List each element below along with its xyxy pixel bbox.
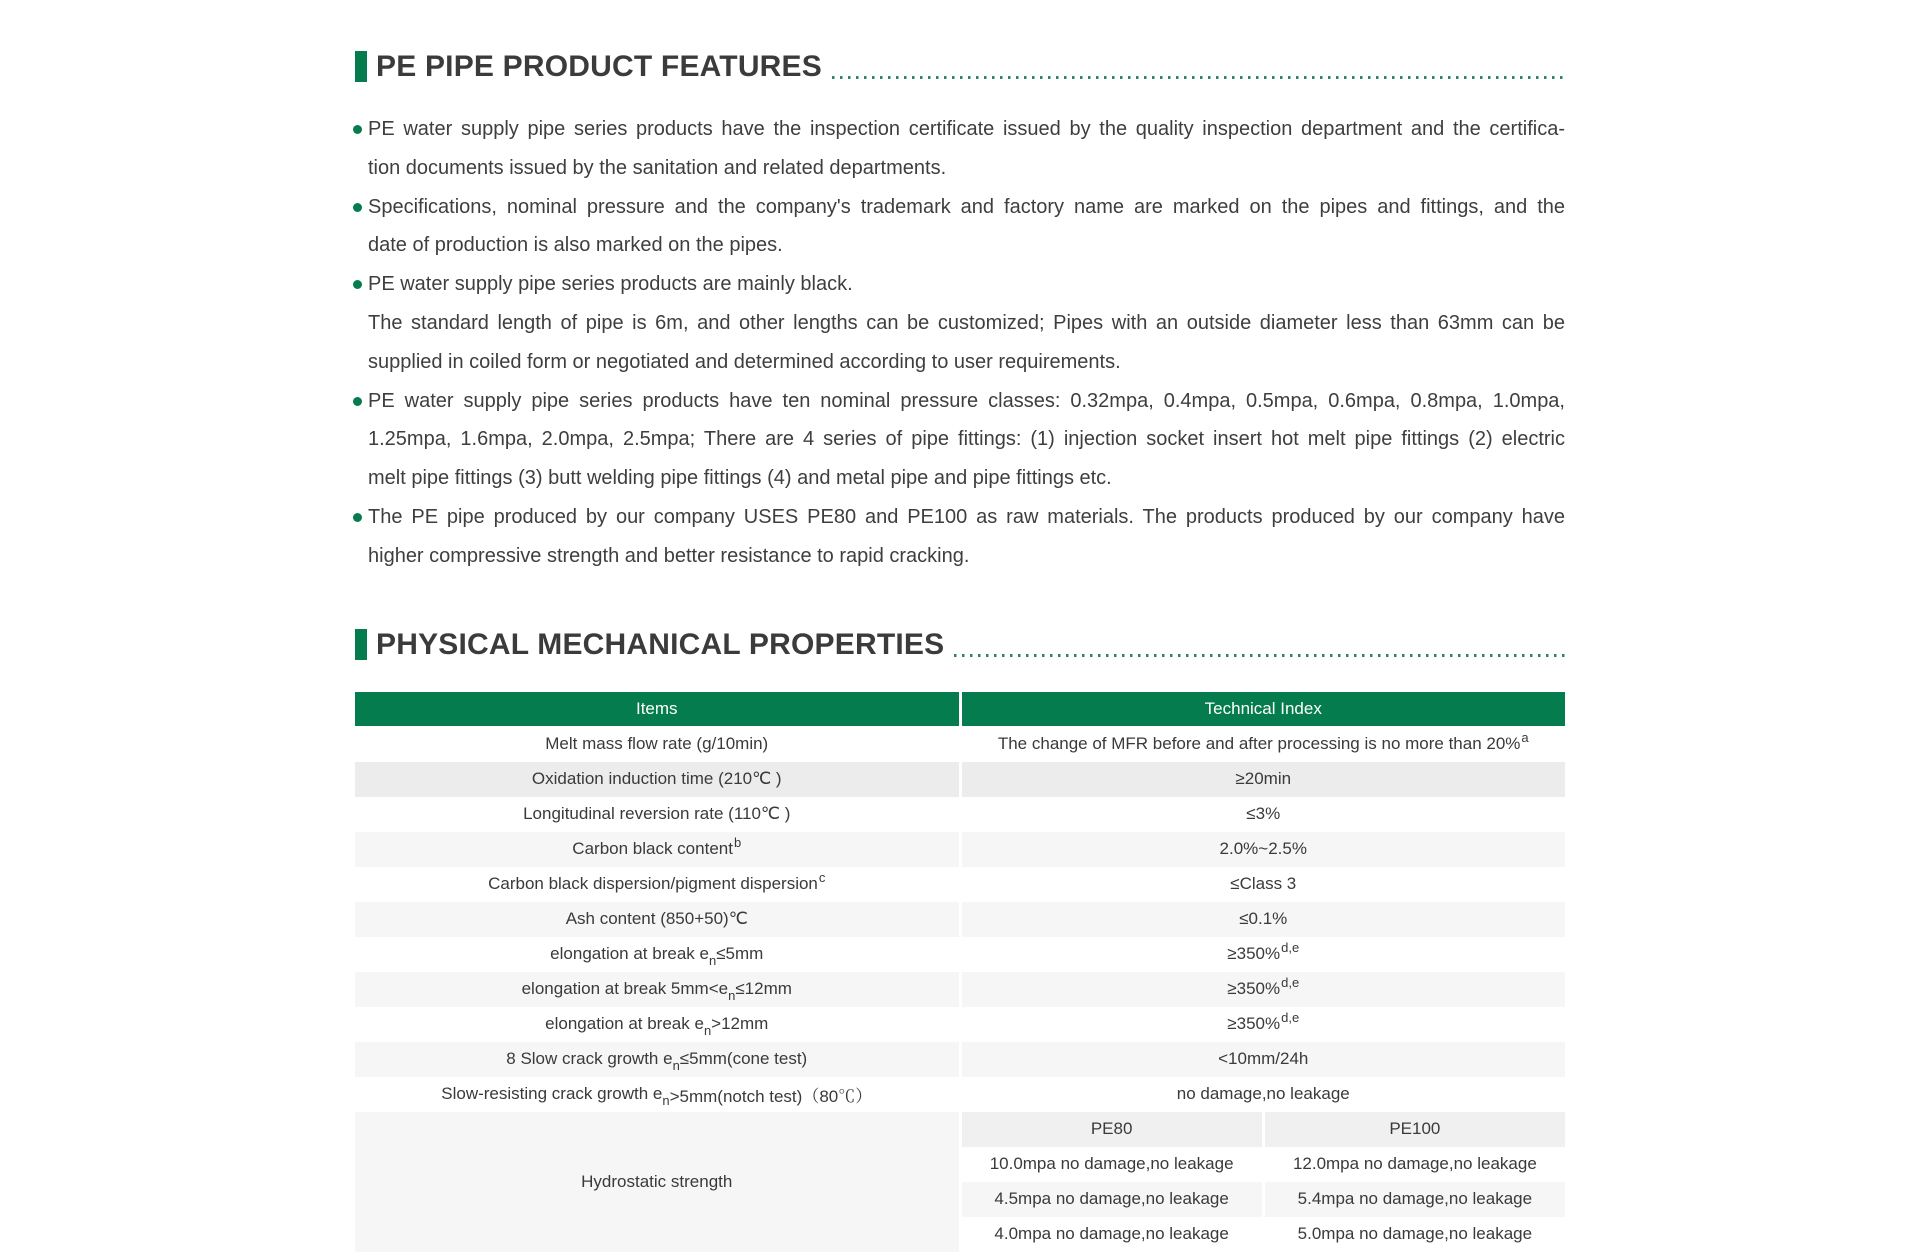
feature-text-line: PE water supply pipe series products are mainly black.	[355, 265, 1565, 304]
item-cell: Carbon black content b	[355, 832, 959, 867]
subscript: n	[728, 987, 736, 1003]
feature-text-line: melt pipe fittings (3) butt welding pipe fittings (4) and metal pipe and pipe fittings etc.	[368, 467, 1112, 490]
properties-section-header	[355, 626, 1565, 664]
subscript: n	[708, 952, 717, 968]
value-cell: ≤Class 3	[962, 867, 1566, 902]
table-row	[355, 1007, 1565, 1042]
dotted-rule	[832, 76, 1565, 79]
item-cell: Ash content (850+50)℃	[355, 902, 959, 937]
item-cell: elongation at break 5mm<e n ≤12mm	[355, 972, 959, 1007]
value-cell: ≤3%	[962, 797, 1566, 832]
bullet-icon	[353, 513, 362, 522]
pe80-column-header: PE80	[962, 1112, 1262, 1147]
hydrostatic-data-row	[962, 1182, 1566, 1217]
feature-text-line: PE water supply pipe series products have ten nominal pressure classes: 0.32mpa, 0.4mpa, 0.5mpa, 0.6mpa, 0.8mpa, 1.0mpa,	[355, 382, 1565, 421]
table-row	[355, 797, 1565, 832]
value-cell: ≥20min	[962, 762, 1566, 797]
superscript-note: c	[818, 869, 826, 885]
superscript-note: a	[1521, 729, 1529, 745]
value-cell: ≥350% d,e	[962, 937, 1566, 972]
value-cell: <10mm/24h	[962, 1042, 1566, 1077]
item-cell: Melt mass flow rate (g/10min)	[355, 727, 959, 762]
table-row	[355, 727, 1565, 762]
table-body	[355, 727, 1565, 1112]
table-header-row	[355, 692, 1565, 726]
pe80-value-cell: 4.0mpa no damage,no leakage	[962, 1217, 1262, 1252]
superscript-note: d,e	[1281, 939, 1300, 955]
item-cell: 8 Slow crack growth e n ≤5mm(cone test)	[355, 1042, 959, 1077]
hydrostatic-subheader-row	[962, 1112, 1566, 1147]
subscript: n	[662, 1092, 670, 1108]
superscript-note: b	[733, 834, 742, 850]
bullet-icon	[353, 397, 362, 406]
value-cell: ≥350% d,e	[962, 1007, 1566, 1042]
table-row	[355, 1042, 1565, 1077]
feature-text-line: Specifications, nominal pressure and the company's trademark and factory name are marked on the pipes and fittings, and the	[355, 188, 1565, 227]
feature-text-line: PE water supply pipe series products have the inspection certificate issued by the quality inspection department and the certifica-	[355, 110, 1565, 149]
feature-text-line: The PE pipe produced by our company USES PE80 and PE100 as raw materials. The products produced by our company have	[355, 498, 1565, 537]
superscript-note: d,e	[1281, 1009, 1300, 1025]
item-cell: Slow-resisting crack growth e n >5mm(notch test)（80℃）	[355, 1077, 959, 1112]
value-cell: ≤0.1%	[962, 902, 1566, 937]
features-section-header	[355, 48, 1565, 86]
subscript: n	[703, 1022, 712, 1038]
table-row	[355, 972, 1565, 1007]
item-cell: elongation at break e n >12mm	[355, 1007, 959, 1042]
table-header-items: Items	[355, 692, 959, 726]
item-cell: elongation at break e n ≤5mm	[355, 937, 959, 972]
bullet-icon	[353, 280, 362, 289]
hydrostatic-data-row	[962, 1147, 1566, 1182]
table-row	[355, 1077, 1565, 1112]
table-row	[355, 867, 1565, 902]
bullet-icon	[353, 125, 362, 134]
table-row	[355, 937, 1565, 972]
pe100-value-cell: 5.0mpa no damage,no leakage	[1265, 1217, 1565, 1252]
feature-text-line: date of production is also marked on the pipes.	[368, 234, 783, 257]
feature-text-line: higher compressive strength and better resistance to rapid cracking.	[368, 544, 970, 567]
green-accent-bar	[355, 629, 367, 660]
table-header-technical-index: Technical Index	[962, 692, 1566, 726]
table-row	[355, 762, 1565, 797]
page-content	[355, 0, 1565, 1252]
hydrostatic-data-row	[962, 1217, 1566, 1252]
hydrostatic-strength-block	[355, 1112, 1565, 1252]
green-accent-bar	[355, 51, 367, 82]
value-cell: ≥350% d,e	[962, 972, 1566, 1007]
feature-text-line: tion documents issued by the sanitation and related departments.	[368, 156, 947, 179]
table-row	[355, 832, 1565, 867]
feature-text-line: 1.25mpa, 1.6mpa, 2.0mpa, 2.5mpa; There are 4 series of pipe fittings: (1) injection socket insert hot melt pipe fittings (2) electric	[368, 428, 1565, 451]
item-cell: Oxidation induction time (210℃ )	[355, 762, 959, 797]
value-cell: 2.0%~2.5%	[962, 832, 1566, 867]
features-section-title: PE PIPE PRODUCT FEATURES	[376, 50, 822, 83]
feature-text-line: supplied in coiled form or negotiated and determined according to user requirements.	[368, 350, 1121, 373]
pe100-value-cell: 12.0mpa no damage,no leakage	[1265, 1147, 1565, 1182]
dotted-rule	[954, 654, 1565, 657]
properties-table	[355, 692, 1565, 1252]
value-cell: The change of MFR before and after processing is no more than 20% a	[962, 727, 1566, 762]
hydrostatic-label-cell: Hydrostatic strength	[355, 1112, 959, 1252]
subscript: n	[672, 1057, 680, 1073]
properties-section-title: PHYSICAL MECHANICAL PROPERTIES	[376, 627, 945, 661]
features-bullet-list	[355, 110, 1565, 576]
pe80-value-cell: 10.0mpa no damage,no leakage	[962, 1147, 1262, 1182]
pe100-value-cell: 5.4mpa no damage,no leakage	[1265, 1182, 1565, 1217]
feature-text-line: The standard length of pipe is 6m, and other lengths can be customized; Pipes with an outside diameter less than 63mm can be	[368, 311, 1565, 334]
item-cell: Carbon black dispersion/pigment dispersion c	[355, 867, 959, 902]
bullet-icon	[353, 203, 362, 212]
superscript-note: d,e	[1281, 974, 1300, 990]
table-row	[355, 902, 1565, 937]
value-cell: no damage,no leakage	[962, 1077, 1566, 1112]
pe100-column-header: PE100	[1265, 1112, 1565, 1147]
pe80-value-cell: 4.5mpa no damage,no leakage	[962, 1182, 1262, 1217]
item-cell: Longitudinal reversion rate (110℃ )	[355, 797, 959, 832]
